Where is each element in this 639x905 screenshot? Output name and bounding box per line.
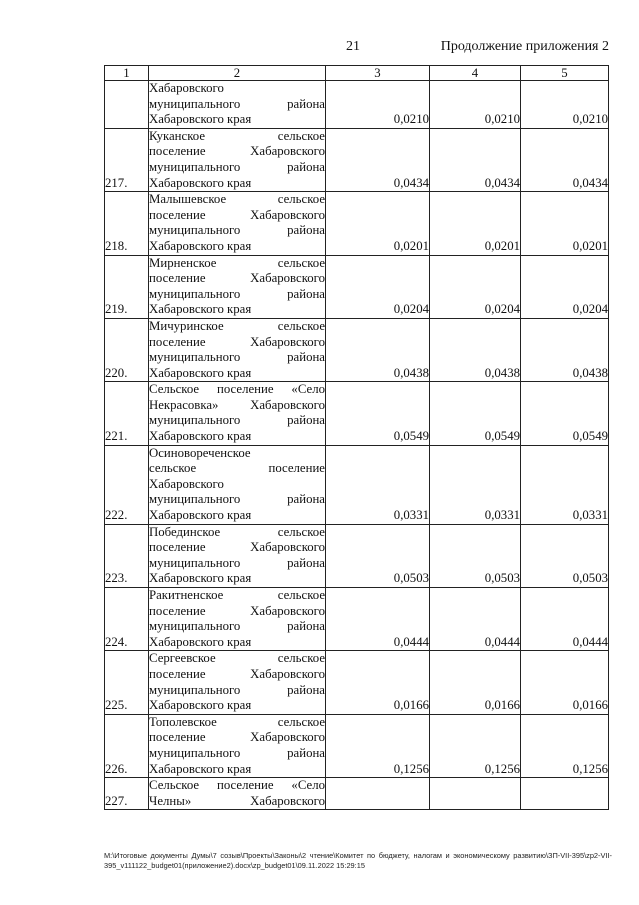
settlement-name — [149, 588, 326, 651]
table-row — [105, 651, 609, 714]
settlement-name-line: поселение Хабаровского — [149, 540, 325, 555]
value-cell-v4: 0,0166 — [430, 651, 521, 714]
settlement-name — [149, 192, 326, 255]
settlement-name-line: Хабаровского края — [149, 175, 252, 190]
settlement-name-line: Хабаровского края — [149, 365, 252, 380]
value-cell-v3: 0,1256 — [326, 714, 430, 777]
value-cell-v3: 0,0444 — [326, 588, 430, 651]
value-cell-v3: 0,0204 — [326, 255, 430, 318]
value-cell-v4: 0,0549 — [430, 382, 521, 445]
column-header: 3 — [326, 66, 430, 81]
settlement-name-line: муниципального района — [149, 682, 325, 697]
settlement-name-line: Тополевское сельское — [149, 714, 325, 729]
table-row — [105, 255, 609, 318]
value-cell-v4: 0,0204 — [430, 255, 521, 318]
table-row — [105, 192, 609, 255]
value-cell-v3: 0,0434 — [326, 128, 430, 191]
value-cell-v4 — [430, 778, 521, 810]
row-number: 219. — [105, 255, 149, 318]
table-row — [105, 81, 609, 129]
row-number: 221. — [105, 382, 149, 445]
settlement-name-line: Сергеевское сельское — [149, 651, 325, 666]
value-cell-v3 — [326, 778, 430, 810]
value-cell-v4: 0,0331 — [430, 445, 521, 524]
value-cell-v4: 0,0210 — [430, 81, 521, 129]
settlement-name-line: поселение Хабаровского — [149, 207, 325, 222]
settlement-name — [149, 128, 326, 191]
value-cell-v3: 0,0201 — [326, 192, 430, 255]
row-number: 227. — [105, 778, 149, 810]
settlement-name — [149, 81, 326, 129]
allocation-table — [104, 65, 609, 810]
value-cell-v5: 0,0444 — [521, 588, 609, 651]
value-cell-v3: 0,0166 — [326, 651, 430, 714]
settlement-name-line: поселение Хабаровского — [149, 334, 325, 349]
table-row — [105, 445, 609, 524]
row-number — [105, 81, 149, 129]
continuation-label: Продолжение приложения 2 — [440, 39, 609, 54]
page-number: 21 — [346, 39, 360, 54]
column-header: 1 — [105, 66, 149, 81]
settlement-name-line: Ракитненское сельское — [149, 588, 325, 602]
settlement-name-line: поселение Хабаровского — [149, 603, 325, 618]
row-number: 223. — [105, 524, 149, 587]
settlement-name — [149, 255, 326, 318]
table-row — [105, 588, 609, 651]
settlement-name-line: муниципального района — [149, 555, 325, 570]
settlement-name-line: Хабаровского края — [149, 761, 252, 776]
settlement-name-line: муниципального района — [149, 350, 325, 365]
column-header: 5 — [521, 66, 609, 81]
settlement-name-line: Хабаровского края — [149, 698, 252, 713]
column-header: 4 — [430, 66, 521, 81]
settlement-name-line: муниципального района — [149, 286, 325, 301]
settlement-name — [149, 778, 326, 810]
value-cell-v4: 0,1256 — [430, 714, 521, 777]
settlement-name — [149, 714, 326, 777]
value-cell-v3: 0,0438 — [326, 318, 430, 381]
settlement-name — [149, 445, 326, 524]
value-cell-v4: 0,0434 — [430, 128, 521, 191]
column-number-row — [105, 66, 609, 81]
settlement-name-line: Мирненское сельское — [149, 255, 325, 270]
table-row — [105, 128, 609, 191]
value-cell-v5: 0,0210 — [521, 81, 609, 129]
value-cell-v5: 0,0201 — [521, 192, 609, 255]
row-number: 217. — [105, 128, 149, 191]
settlement-name — [149, 651, 326, 714]
settlement-name-line: муниципального района — [149, 619, 325, 634]
settlement-name-line: Хабаровского края — [149, 238, 252, 253]
settlement-name-line: поселение Хабаровского — [149, 271, 325, 286]
value-cell-v4: 0,0201 — [430, 192, 521, 255]
value-cell-v3: 0,0331 — [326, 445, 430, 524]
settlement-name-line: муниципального района — [149, 159, 325, 174]
settlement-name-line: муниципального района — [149, 492, 325, 507]
settlement-name-line: Хабаровского края — [149, 302, 252, 317]
settlement-name-line: Сельское поселение «Село — [149, 382, 325, 397]
row-number: 220. — [105, 318, 149, 381]
value-cell-v4: 0,0503 — [430, 524, 521, 587]
row-number: 226. — [105, 714, 149, 777]
value-cell-v5: 0,0166 — [521, 651, 609, 714]
settlement-name-line: Осиновореченское — [149, 445, 251, 460]
settlement-name-line: муниципального района — [149, 96, 325, 111]
table-row — [105, 318, 609, 381]
settlement-name-line: Некрасовка» Хабаровского — [149, 397, 325, 412]
settlement-name-line: сельское поселение — [149, 461, 325, 476]
settlement-name-line: Хабаровского края — [149, 634, 252, 649]
value-cell-v3: 0,0549 — [326, 382, 430, 445]
settlement-name-line: Хабаровского — [149, 81, 224, 95]
value-cell-v3: 0,0210 — [326, 81, 430, 129]
settlement-name-line: поселение Хабаровского — [149, 144, 325, 159]
value-cell-v4: 0,0438 — [430, 318, 521, 381]
settlement-name — [149, 382, 326, 445]
row-number: 224. — [105, 588, 149, 651]
settlement-name-line: муниципального района — [149, 223, 325, 238]
value-cell-v3: 0,0503 — [326, 524, 430, 587]
table-row — [105, 714, 609, 777]
value-cell-v5: 0,0434 — [521, 128, 609, 191]
value-cell-v5: 0,1256 — [521, 714, 609, 777]
value-cell-v5: 0,0549 — [521, 382, 609, 445]
settlement-name — [149, 524, 326, 587]
settlement-name-line: муниципального района — [149, 413, 325, 428]
settlement-name-line: муниципального района — [149, 745, 325, 760]
row-number: 222. — [105, 445, 149, 524]
settlement-name-line: Хабаровского края — [149, 508, 252, 523]
value-cell-v5: 0,0331 — [521, 445, 609, 524]
settlement-name-line: Малышевское сельское — [149, 192, 325, 207]
table-row — [105, 524, 609, 587]
settlement-name-line: поселение Хабаровского — [149, 666, 325, 681]
value-cell-v5 — [521, 778, 609, 810]
settlement-name-line: поселение Хабаровского — [149, 730, 325, 745]
table-row — [105, 382, 609, 445]
settlement-name-line: Куканское сельское — [149, 128, 325, 143]
settlement-name-line: Хабаровского края — [149, 112, 252, 127]
settlement-name-line: Побединское сельское — [149, 524, 325, 539]
table-row — [105, 778, 609, 810]
row-number: 218. — [105, 192, 149, 255]
settlement-name-line: Челны» Хабаровского — [149, 793, 325, 808]
settlement-name-line: Мичуринское сельское — [149, 318, 325, 333]
row-number: 225. — [105, 651, 149, 714]
value-cell-v5: 0,0204 — [521, 255, 609, 318]
value-cell-v4: 0,0444 — [430, 588, 521, 651]
file-path-footer: M:\Итоговые документы Думы\7 созыв\Проекты\Законы\2 чтение\Комитет по бюджету, налогам и экономическому развитию\ЗП-VII-395\zp2-VII-395_v111122_budget01(приложение2).docx\zp_budget01\09.11.2022 15:29:15 — [104, 851, 612, 870]
settlement-name-line: Хабаровского края — [149, 429, 252, 444]
settlement-name-line: Сельское поселение «Село — [149, 778, 325, 793]
value-cell-v5: 0,0438 — [521, 318, 609, 381]
column-header: 2 — [149, 66, 326, 81]
value-cell-v5: 0,0503 — [521, 524, 609, 587]
settlement-name-line: Хабаровского края — [149, 571, 252, 586]
settlement-name-line: Хабаровского — [149, 476, 224, 491]
settlement-name — [149, 318, 326, 381]
